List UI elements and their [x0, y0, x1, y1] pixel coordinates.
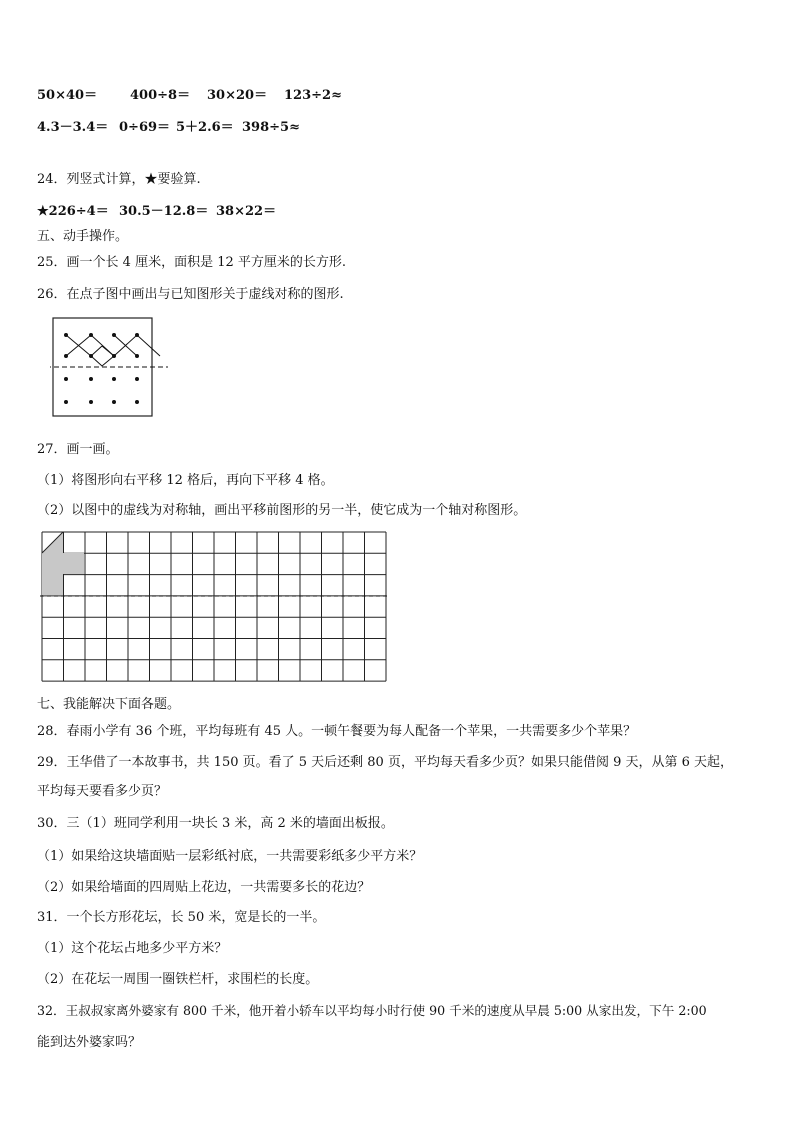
calc-row-1: [37, 84, 342, 103]
question-29-line-1: 29．王华借了一本故事书，共 150 页。看了 5 天后还剩 80 页，平均每天看多少页？如果只能借阅 9 天，从第 6 天起，: [37, 755, 734, 770]
calc-item: 30.5－12.8＝: [119, 204, 209, 219]
shaded-cell: [42, 574, 63, 595]
question-27: 27．画一画。: [37, 442, 119, 457]
given-shape: [66, 335, 160, 366]
q24-items: [37, 200, 276, 219]
calc-item: 123÷2≈: [284, 88, 342, 103]
calc-item: 398÷5≈: [242, 120, 300, 135]
question-27-part-2: （2）以图中的虚线为对称轴，画出平移前图形的另一半，使它成为一个轴对称图形。: [37, 503, 527, 518]
calc-item: ★226÷4＝: [37, 204, 109, 219]
question-29-line-2: 平均每天要看多少页？: [37, 784, 168, 799]
question-30: 30．三（1）班同学利用一块长 3 米，高 2 米的墙面出板报。: [37, 816, 394, 831]
dot-grid-figure: [50, 316, 170, 418]
calc-item: 4.3－3.4＝: [37, 120, 109, 135]
square-grid-figure: [40, 531, 390, 686]
section-7-heading: 七、我能解决下面各题。: [37, 697, 181, 712]
question-32-line-2: 能到达外婆家吗？: [37, 1035, 142, 1050]
question-30-part-1: （1）如果给这块墙面贴一层彩纸衬底，一共需要彩纸多少平方米？: [37, 849, 423, 864]
calc-item: 30×20＝: [207, 88, 268, 103]
question-26: 26．在点子图中画出与已知图形关于虚线对称的图形.: [37, 287, 344, 302]
question-32-line-1: 32．王叔叔家离外婆家有 800 千米，他开着小轿车以平均每小时行使 90 千米的速度从早晨 5:00 从家出发，下午 2:00: [37, 1003, 707, 1018]
calc-row-2: [37, 116, 300, 135]
question-31: 31．一个长方形花坛，长 50 米，宽是长的一半。: [37, 910, 326, 925]
shaded-cell: [42, 553, 63, 574]
calc-item: 5＋2.6＝: [176, 120, 234, 135]
question-31-part-1: （1）这个花坛占地多少平方米？: [37, 941, 228, 956]
question-25: 25．画一个长 4 厘米，面积是 12 平方厘米的长方形.: [37, 255, 347, 270]
question-28: 28．春雨小学有 36 个班，平均每班有 45 人。一顿午餐要为每人配备一个苹果，一共需要多少个苹果？: [37, 724, 637, 739]
section-5-heading: 五、动手操作。: [37, 229, 129, 244]
question-30-part-2: （2）如果给墙面的四周贴上花边，一共需要多长的花边？: [37, 880, 371, 895]
shaded-cell: [63, 553, 84, 574]
question-27-part-1: （1）将图形向右平移 12 格后，再向下平移 4 格。: [37, 473, 334, 488]
calc-item: 0÷69＝: [119, 120, 171, 135]
question-31-part-2: （2）在花坛一周围一圈铁栏杆，求围栏的长度。: [37, 972, 319, 987]
calc-item: 400÷8＝: [130, 88, 191, 103]
grid-lines: [42, 532, 386, 681]
calc-item: 38×22＝: [216, 204, 277, 219]
question-24: 24．列竖式计算，★要验算.: [37, 172, 201, 187]
calc-item: 50×40＝: [37, 88, 98, 103]
